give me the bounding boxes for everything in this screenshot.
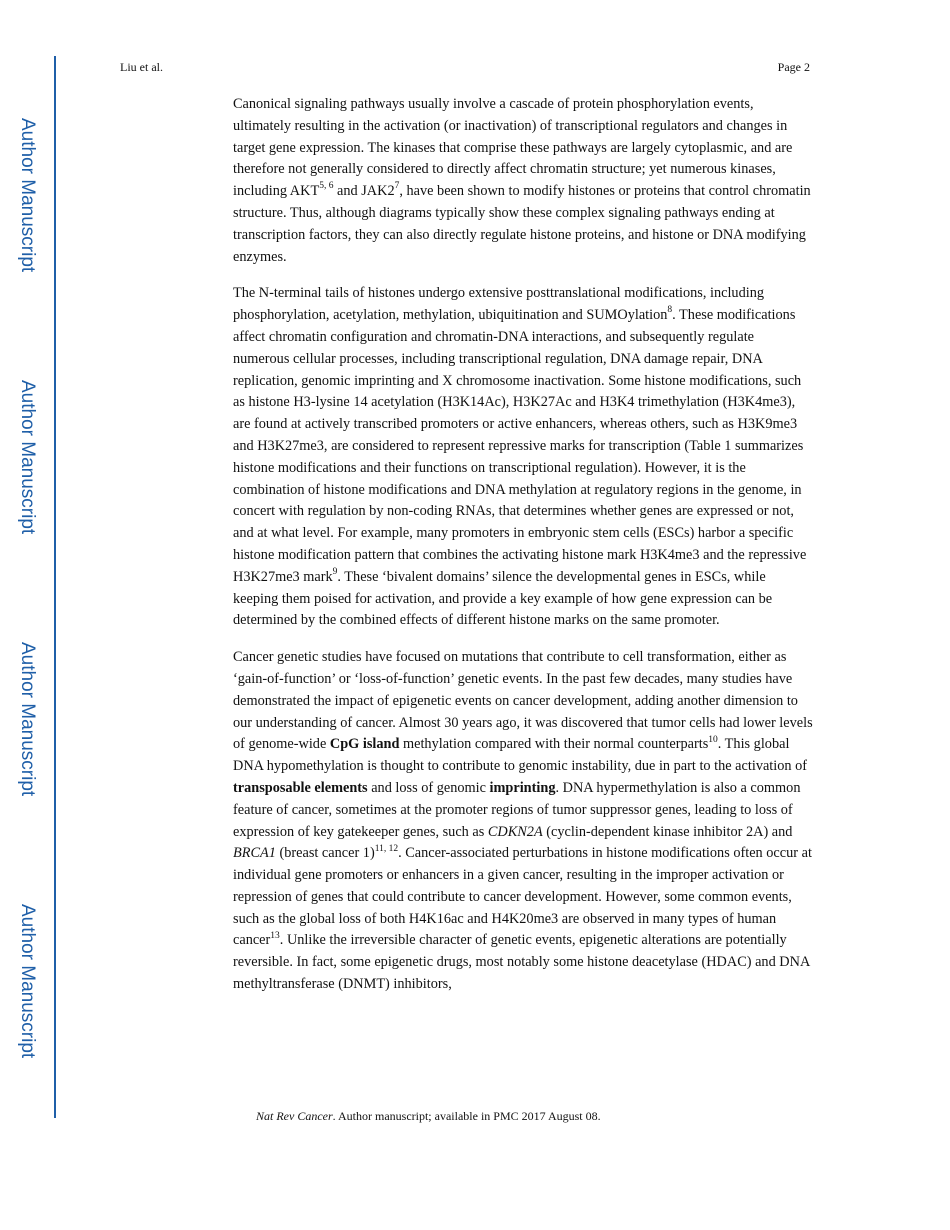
text-run: (breast cancer 1) — [275, 845, 375, 862]
text-run: . These ‘bivalent domains’ silence the developmental genes in ESCs, while keeping them poised for activation, and provide a key example of how gene expression can be determined by the combined effects of different histone marks on the same promoter. — [233, 568, 773, 629]
text-run: and loss of genomic — [367, 779, 490, 796]
citation-ref: 10 — [708, 734, 718, 745]
glossary-term: CpG island — [329, 736, 400, 753]
glossary-term: transposable elements — [233, 779, 368, 796]
gene-name: BRCA1 — [233, 845, 276, 862]
sidebar-label: Author Manuscript — [17, 642, 38, 797]
paragraph-histone-modifications — [233, 283, 813, 632]
citation-ref: 13 — [270, 930, 280, 941]
paragraph-cancer-genetics — [233, 647, 813, 996]
text-run: and JAK2 — [333, 183, 395, 200]
page-footer — [256, 1109, 601, 1124]
text-run: , have been shown to modify histones or proteins that control chromatin structure. Thus, although diagrams typically show these complex signaling pathways ending at transcription factors, they can also directly regulate histone proteins, and histone or DNA modifying enzymes. — [233, 183, 811, 265]
running-head-author: Liu et al. — [120, 60, 163, 74]
footer-text: . Author manuscript; available in PMC 2017 August 08. — [332, 1109, 601, 1123]
article-body — [233, 94, 813, 1011]
text-run: . These modifications affect chromatin configuration and chromatin-DNA interactions, and subsequently regulate numerous cellular processes, including transcriptional regulation, DNA damage repair, DNA replication, genomic imprinting and X chromosome inactivation. Some histone modifications, such as histone H3-lysine 14 acetylation (H3K14Ac), H3K27Ac and H3K4 trimethylation (H3K4me3), are found at actively transcribed promoters or active enhancers, whereas others, such as H3K9me3 and H3K27me3, are considered to represent repressive marks for transcription (Table 1 summarizes histone modifications and their functions on transcriptional regulation). However, it is the combination of histone modifications and DNA methylation at regulatory regions in the genome, in concert with regulation by non-coding RNAs, that determines whether genes are expressed or not, and at what level. For example, many promoters in embryonic stem cells (ESCs) harbor a specific histone modification pattern that combines the activating histone mark H3K4me3 and the repressive H3K27me3 mark — [233, 307, 807, 585]
text-run: (cyclin-dependent kinase inhibitor 2A) and — [542, 823, 793, 840]
glossary-term: imprinting — [489, 779, 556, 796]
author-manuscript-sidebar — [0, 0, 56, 1118]
citation-ref: 9 — [332, 566, 338, 577]
page-number: Page 2 — [777, 60, 810, 74]
sidebar-label: Author Manuscript — [17, 904, 38, 1059]
text-run: Cancer genetic studies have focused on mutations that contribute to cell transformation, either as ‘gain-of-function’ or ‘loss-of-function’ genetic events. In the past few decades, many studies have demonstrated the impact of epigenetic events on cancer development, adding another dimension to our understanding of cancer. Almost 30 years ago, it was discovered that tumor cells had lower levels of genome-wide — [233, 649, 813, 753]
journal-name: Nat Rev Cancer — [256, 1109, 333, 1123]
text-run: . Unlike the irreversible character of genetic events, epigenetic alterations are potentially reversible. In fact, some epigenetic drugs, most notably some histone deacetylase (HDAC) and DNA methyltransferase (DNMT) inhibitors, — [233, 932, 810, 993]
text-run: methylation compared with their normal counterparts — [399, 736, 709, 753]
citation-ref: 7 — [394, 181, 400, 192]
text-run: . This global DNA hypomethylation is thought to contribute to genomic instability, due in part to the activation of — [233, 736, 808, 775]
sidebar-rule — [54, 56, 56, 1118]
text-run: Canonical signaling pathways usually involve a cascade of protein phosphorylation events, ultimately resulting in the activation (or inactivation) of transcriptional regulators and changes in target gene expression. The kinases that comprise these pathways are largely cytoplasmic, and are therefore not generally considered to directly affect chromatin structure; yet numerous kinases, including AKT — [233, 96, 793, 200]
text-run: . DNA hypermethylation is also a common feature of cancer, sometimes at the promoter regions of tumor suppressor genes, leading to loss of expression of key gatekeeper genes, such as — [233, 779, 801, 840]
sidebar-label: Author Manuscript — [17, 380, 38, 535]
text-run: . Cancer-associated perturbations in histone modifications often occur at individual gene promoters or enhancers in a given cancer, resulting in the improper activation or repression of genes that could contribute to cancer development. However, some common events, such as the global loss of both H4K16ac and H4K20me3 are observed in many types of human cancer — [233, 845, 812, 949]
citation-ref: 8 — [667, 305, 673, 316]
paragraph-signaling — [233, 94, 813, 268]
citation-ref: 5, 6 — [319, 181, 334, 192]
text-run: The N-terminal tails of histones undergo extensive posttranslational modifications, including phosphorylation, acetylation, methylation, ubiquitination and SUMOylation — [233, 285, 764, 324]
citation-ref: 11, 12 — [374, 843, 399, 854]
sidebar-label: Author Manuscript — [17, 118, 38, 273]
gene-name: CDKN2A — [487, 823, 543, 840]
